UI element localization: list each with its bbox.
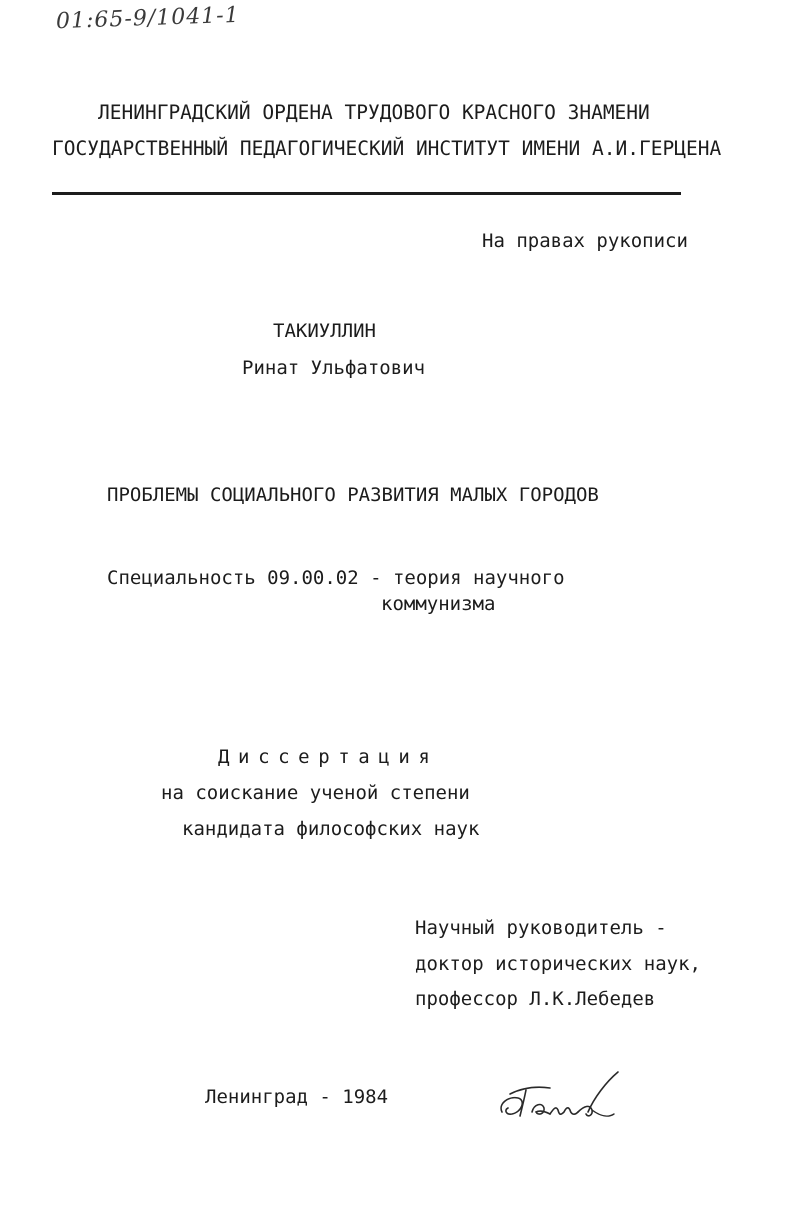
supervisor-line-1: Научный руководитель - [415,917,667,939]
degree-heading: Диссертация [218,746,439,768]
place-and-year: Ленинград - 1984 [205,1086,389,1108]
supervisor-line-3: профессор Л.К.Лебедев [415,988,656,1010]
handwritten-signature [496,1068,624,1130]
specialty-line-1: Специальность 09.00.02 - теория научного [107,567,565,589]
header-divider [52,192,681,195]
institution-line-2: ГОСУДАРСТВЕННЫЙ ПЕДАГОГИЧЕСКИЙ ИНСТИТУТ ИМЕНИ А.И.ГЕРЦЕНА [52,137,722,160]
institution-line-1: ЛЕНИНГРАДСКИЙ ОРДЕНА ТРУДОВОГО КРАСНОГО ЗНАМЕНИ [98,101,650,124]
specialty-line-2: коммунизма [381,593,496,615]
manuscript-note: На правах рукописи [482,230,688,252]
supervisor-line-2: доктор исторических наук, [415,953,701,975]
archive-mark: 01:65-9/1041-1 [55,2,241,35]
author-given-names: Ринат Ульфатович [242,357,426,379]
dissertation-title: ПРОБЛЕМЫ СОЦИАЛЬНОГО РАЗВИТИЯ МАЛЫХ ГОРОДОВ [107,484,599,506]
degree-line-3: кандидата философских наук [182,818,480,840]
author-surname: ТАКИУЛЛИН [273,320,376,342]
degree-line-2: на соискание ученой степени [161,782,470,804]
